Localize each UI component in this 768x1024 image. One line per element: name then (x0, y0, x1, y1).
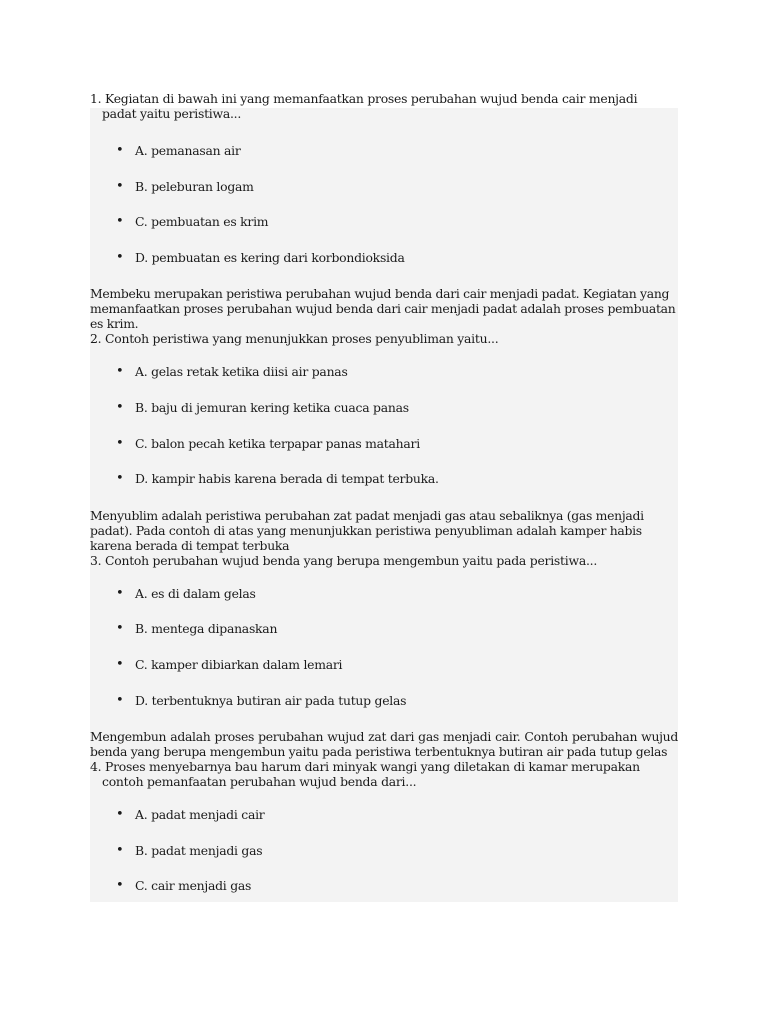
bullet-icon: • (116, 399, 124, 415)
question-text-continued: padat yaitu peristiwa... (102, 106, 242, 121)
question-number: 4. (90, 759, 102, 775)
question-2-stem (90, 331, 678, 346)
question-number: 1. (90, 91, 102, 106)
bullet-icon: • (116, 585, 124, 601)
bullet-icon: • (116, 214, 124, 230)
option-d: • D. terbentuknya butiran air pada tutup gelas (90, 683, 678, 719)
option-b: • B. baju di jemuran kering ketika cuaca panas (90, 390, 678, 426)
question-number: 2. (90, 331, 102, 347)
option-list (90, 576, 678, 718)
option-a: • A. es di dalam gelas (90, 576, 678, 612)
question-text-continued: contoh pemanfaatan perubahan wujud benda dari... (102, 774, 417, 790)
bullet-icon: • (116, 143, 124, 158)
bullet-icon: • (116, 878, 124, 894)
option-c: • C. cair menjadi gas (90, 868, 678, 904)
option-d: • D. pembuatan es kering dari korbondioksida (90, 240, 678, 276)
bullet-icon: • (116, 249, 124, 265)
bullet-icon: • (116, 178, 124, 194)
option-d: • D. kampir habis karena berada di tempat terbuka. (90, 461, 678, 497)
question-4-stem (90, 759, 678, 789)
bullet-icon: • (116, 842, 124, 858)
document-page (90, 91, 678, 904)
option-c: • C. pembuatan es krim (90, 204, 678, 240)
bullet-icon: • (116, 692, 124, 708)
question-2 (90, 331, 678, 552)
option-b: • B. mentega dipanaskan (90, 611, 678, 647)
bullet-icon: • (116, 621, 124, 637)
bullet-icon: • (116, 435, 124, 451)
question-text: Kegiatan di bawah ini yang memanfaatkan proses perubahan wujud benda cair menjadi (105, 91, 638, 106)
option-c: • C. balon pecah ketika terpapar panas matahari (90, 426, 678, 462)
option-a: • A. gelas retak ketika diisi air panas (90, 354, 678, 390)
question-4 (90, 759, 678, 904)
option-list (90, 797, 678, 904)
question-text: Contoh perubahan wujud benda yang berupa mengembun yaitu pada peristiwa... (105, 552, 598, 568)
question-1 (90, 91, 678, 331)
option-a: • A. padat menjadi cair (90, 797, 678, 833)
option-list (90, 354, 678, 496)
bullet-icon: • (116, 656, 124, 672)
option-list (90, 133, 678, 275)
bullet-icon: • (116, 471, 124, 487)
answer-explanation: Menyublim adalah peristiwa perubahan zat padat menjadi gas atau sebaliknya (gas menjadi padat). Pada contoh di atas yang menunjukkan peristiwa penyubliman adalah kamper habis karena berada di tempat terbuka (90, 507, 644, 553)
bullet-icon: • (116, 364, 124, 380)
option-c: • C. kamper dibiarkan dalam lemari (90, 647, 678, 683)
answer-explanation: Mengembun adalah proses perubahan wujud zat dari gas menjadi cair. Contoh perubahan wujud benda yang berupa mengembun yaitu pada peristiwa terbentuknya butiran air pada tutup gelas (90, 729, 678, 760)
option-b: • B. padat menjadi gas (90, 833, 678, 869)
question-text: Contoh peristiwa yang menunjukkan proses penyubliman yaitu... (105, 331, 499, 347)
question-text: Proses menyebarnya bau harum dari minyak wangi yang diletakan di kamar merupakan (105, 759, 640, 775)
option-a: • A. pemanasan air (90, 133, 678, 169)
question-number: 3. (90, 552, 102, 568)
question-3 (90, 553, 678, 759)
question-3-stem (90, 553, 678, 568)
bullet-icon: • (116, 807, 124, 823)
answer-explanation: Membeku merupakan peristiwa perubahan wujud benda dari cair menjadi padat. Kegiatan yang memanfaatkan proses perubahan wujud benda dari cair menjadi padat adalah proses pembuatan es krim. (90, 286, 676, 332)
question-1-stem (90, 91, 678, 121)
option-b: • B. peleburan logam (90, 169, 678, 205)
